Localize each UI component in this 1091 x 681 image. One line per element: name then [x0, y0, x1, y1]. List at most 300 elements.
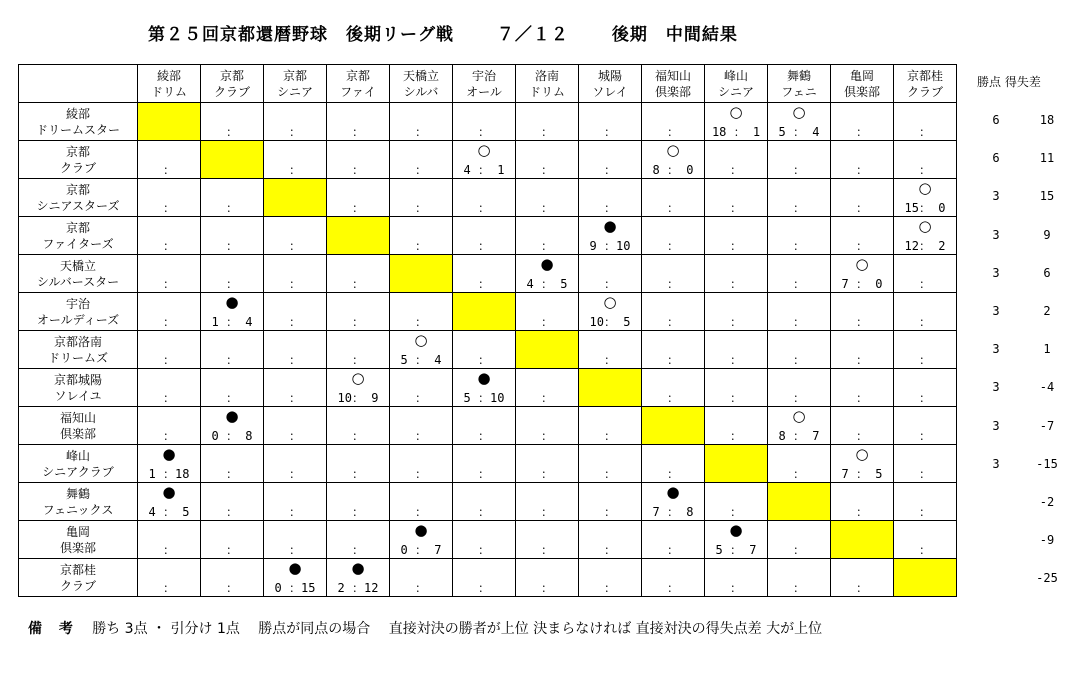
result-cell: [453, 445, 516, 483]
result-cell: [390, 445, 453, 483]
result-cell: [453, 141, 516, 179]
result-cell: [201, 103, 264, 141]
result-cell: [768, 559, 831, 597]
result-cell: [516, 559, 579, 597]
points-value: 3: [992, 342, 1000, 357]
result-cell: [138, 141, 201, 179]
corner-cell: [19, 65, 138, 103]
column-header-line1: 舞鶴: [786, 68, 811, 83]
row-header-line2: 倶楽部: [59, 540, 96, 555]
column-header-line1: 京都: [219, 68, 244, 83]
empty-score: ：: [792, 201, 805, 215]
score-text: 7 ： 8: [652, 505, 694, 519]
empty-score: ：: [225, 543, 238, 557]
score-text: 0 ：15: [274, 581, 316, 595]
row-header: [19, 445, 138, 483]
empty-score: ：: [414, 125, 427, 139]
empty-score: ：: [540, 543, 553, 557]
result-cell: [201, 407, 264, 445]
result-cell: [201, 293, 264, 331]
row-header: [19, 369, 138, 407]
empty-score: ：: [792, 163, 805, 177]
row-header-line2: クラブ: [59, 578, 96, 593]
result-cell: [642, 141, 705, 179]
empty-score: ：: [666, 125, 679, 139]
points-value: 6: [992, 113, 1000, 127]
diagonal-cell: [390, 255, 453, 293]
score-text: 4 ： 1: [463, 163, 505, 177]
diagonal-cell: [768, 483, 831, 521]
result-cell: [642, 293, 705, 331]
result-cell: [831, 331, 894, 369]
loss-mark-icon: ●: [729, 521, 743, 539]
run-diff-value: 9: [1043, 227, 1051, 242]
diagonal-cell: [516, 331, 579, 369]
result-cell: [327, 331, 390, 369]
result-cell: [390, 483, 453, 521]
score-text: 4 ： 5: [526, 277, 568, 291]
page-title: 第２５回京都還暦野球 後期リーグ戦 ７／１２ 後期 中間結果: [148, 25, 738, 45]
result-cell: [453, 217, 516, 255]
result-cell: [831, 445, 894, 483]
result-cell: [390, 293, 453, 331]
result-cell: [138, 483, 201, 521]
results-table: [18, 64, 957, 597]
result-cell: [201, 483, 264, 521]
result-cell: [264, 255, 327, 293]
empty-score: ：: [162, 277, 175, 291]
run-diff-value: 6: [1043, 265, 1051, 280]
empty-score: ：: [288, 429, 301, 443]
empty-score: ：: [540, 163, 553, 177]
result-cell: [768, 521, 831, 559]
empty-score: ：: [603, 201, 616, 215]
result-cell: [327, 179, 390, 217]
score-text: 18 ： 1: [711, 125, 761, 139]
result-cell: [705, 217, 768, 255]
result-cell: [894, 217, 957, 255]
result-cell: [201, 445, 264, 483]
win-mark-icon: ○: [792, 407, 806, 425]
empty-score: ：: [288, 391, 301, 405]
empty-score: ：: [603, 163, 616, 177]
column-header-line1: 城陽: [597, 68, 622, 83]
row-header: [19, 255, 138, 293]
result-cell: [138, 179, 201, 217]
team-row: [19, 141, 957, 179]
empty-score: ：: [729, 391, 742, 405]
score-text: 10： 5: [589, 315, 631, 329]
result-cell: [453, 255, 516, 293]
result-cell: [327, 103, 390, 141]
result-cell: [516, 217, 579, 255]
empty-score: ：: [414, 391, 427, 405]
result-cell: [453, 407, 516, 445]
row-header: [19, 179, 138, 217]
result-cell: [201, 331, 264, 369]
empty-score: ：: [792, 239, 805, 253]
run-diff-value: -9: [1039, 533, 1055, 548]
result-cell: [894, 483, 957, 521]
result-cell: [705, 407, 768, 445]
result-cell: [390, 217, 453, 255]
score-text: 8 ： 7: [778, 429, 820, 443]
team-row: [19, 445, 957, 483]
empty-score: ：: [162, 543, 175, 557]
loss-mark-icon: ●: [414, 521, 428, 539]
score-text: 12： 2: [904, 239, 946, 253]
loss-mark-icon: ●: [162, 483, 176, 501]
empty-score: ：: [855, 125, 868, 139]
empty-score: ：: [162, 391, 175, 405]
result-cell: [516, 521, 579, 559]
row-header: [19, 293, 138, 331]
points-value: 3: [992, 380, 1000, 395]
header-row: [19, 65, 957, 103]
row-header-line1: 宇治: [65, 296, 90, 311]
empty-score: ：: [792, 543, 805, 557]
empty-score: ：: [918, 125, 931, 139]
column-header-line1: 福知山: [654, 68, 691, 83]
empty-score: ：: [540, 581, 553, 595]
row-header-line1: 舞鶴: [65, 486, 90, 501]
empty-score: ：: [162, 353, 175, 367]
remarks-text: 勝ち 3点 ・ 引分け 1点 勝点が同点の場合 直接対決の勝者が上位 決まらなければ 直接対決の得失点差 大が上位: [92, 621, 823, 637]
diagonal-cell: [327, 217, 390, 255]
empty-score: ：: [162, 239, 175, 253]
empty-score: ：: [414, 201, 427, 215]
result-cell: [264, 141, 327, 179]
result-cell: [705, 103, 768, 141]
result-cell: [894, 255, 957, 293]
column-header: [705, 65, 768, 103]
result-cell: [642, 331, 705, 369]
result-cell: [642, 369, 705, 407]
standings-header: 勝点 得失差: [977, 75, 1041, 89]
diagonal-cell: [894, 559, 957, 597]
empty-score: ：: [666, 581, 679, 595]
team-row: [19, 559, 957, 597]
column-header: [390, 65, 453, 103]
result-cell: [390, 369, 453, 407]
empty-score: ：: [603, 505, 616, 519]
loss-mark-icon: ●: [225, 407, 239, 425]
empty-score: ：: [351, 543, 364, 557]
loss-mark-icon: ●: [225, 293, 239, 311]
empty-score: ：: [477, 543, 490, 557]
result-cell: [264, 559, 327, 597]
empty-score: ：: [603, 277, 616, 291]
result-cell: [390, 521, 453, 559]
empty-score: ：: [792, 581, 805, 595]
result-cell: [453, 179, 516, 217]
run-diff-value: -7: [1039, 418, 1055, 433]
empty-score: ：: [162, 201, 175, 215]
result-cell: [201, 217, 264, 255]
result-cell: [642, 521, 705, 559]
result-cell: [579, 521, 642, 559]
run-diff-value: -25: [1036, 571, 1058, 586]
win-mark-icon: ○: [918, 217, 932, 235]
points-value: 3: [992, 418, 1000, 433]
column-header-line1: 京都: [345, 68, 370, 83]
empty-score: ：: [792, 391, 805, 405]
diagonal-cell: [642, 407, 705, 445]
result-cell: [138, 293, 201, 331]
empty-score: ：: [855, 353, 868, 367]
empty-score: ：: [855, 239, 868, 253]
result-cell: [390, 559, 453, 597]
result-cell: [579, 255, 642, 293]
result-cell: [831, 559, 894, 597]
result-cell: [831, 483, 894, 521]
empty-score: ：: [855, 391, 868, 405]
row-header-line2: クラブ: [59, 160, 96, 175]
empty-score: ：: [666, 277, 679, 291]
column-header: [138, 65, 201, 103]
empty-score: ：: [666, 467, 679, 481]
empty-score: ：: [162, 581, 175, 595]
empty-score: ：: [225, 353, 238, 367]
loss-mark-icon: ●: [162, 445, 176, 463]
result-cell: [516, 407, 579, 445]
empty-score: ：: [729, 163, 742, 177]
empty-score: ：: [603, 125, 616, 139]
result-cell: [705, 331, 768, 369]
points-value: 3: [992, 227, 1000, 242]
column-header-line2: ファイ: [340, 84, 376, 99]
empty-score: ：: [288, 277, 301, 291]
loss-mark-icon: ●: [351, 559, 365, 577]
empty-score: ：: [414, 239, 427, 253]
column-header-line1: 綾部: [156, 68, 181, 83]
column-header-line1: 京都: [282, 68, 307, 83]
empty-score: ：: [540, 239, 553, 253]
diagonal-cell: [579, 369, 642, 407]
result-cell: [453, 521, 516, 559]
row-header-line2: ファイターズ: [42, 236, 114, 251]
empty-score: ：: [540, 467, 553, 481]
result-cell: [516, 483, 579, 521]
row-header-line1: 京都洛南: [53, 334, 102, 349]
team-row: [19, 407, 957, 445]
result-cell: [642, 103, 705, 141]
empty-score: ：: [540, 429, 553, 443]
points-value: 3: [992, 456, 1000, 471]
empty-score: ：: [288, 353, 301, 367]
score-text: 7 ： 0: [841, 277, 883, 291]
result-cell: [327, 141, 390, 179]
empty-score: ：: [918, 391, 931, 405]
row-header-line2: ソレイユ: [54, 388, 102, 403]
result-cell: [327, 407, 390, 445]
result-cell: [327, 521, 390, 559]
empty-score: ：: [729, 429, 742, 443]
result-cell: [327, 255, 390, 293]
score-text: 1 ：18: [148, 467, 190, 481]
result-cell: [138, 407, 201, 445]
row-header-line1: 京都: [65, 182, 90, 197]
score-text: 0 ： 7: [400, 543, 442, 557]
column-header-line1: 天橋立: [402, 68, 439, 83]
empty-score: ：: [666, 543, 679, 557]
result-cell: [768, 369, 831, 407]
empty-score: ：: [603, 353, 616, 367]
result-cell: [705, 255, 768, 293]
result-cell: [453, 559, 516, 597]
empty-score: ：: [855, 315, 868, 329]
result-cell: [390, 103, 453, 141]
loss-mark-icon: ●: [666, 483, 680, 501]
empty-score: ：: [477, 125, 490, 139]
result-cell: [705, 293, 768, 331]
win-mark-icon: ○: [729, 103, 743, 121]
result-cell: [768, 293, 831, 331]
result-cell: [894, 141, 957, 179]
result-cell: [579, 407, 642, 445]
empty-score: ：: [540, 391, 553, 405]
empty-score: ：: [477, 581, 490, 595]
row-header: [19, 103, 138, 141]
empty-score: ：: [477, 353, 490, 367]
empty-score: ：: [414, 467, 427, 481]
row-header-line2: オールディーズ: [36, 312, 120, 327]
column-header: [642, 65, 705, 103]
points-value: 6: [992, 151, 1000, 166]
empty-score: ：: [603, 429, 616, 443]
result-cell: [579, 103, 642, 141]
run-diff-value: 2: [1043, 304, 1051, 318]
result-cell: [831, 141, 894, 179]
result-cell: [264, 293, 327, 331]
result-cell: [579, 293, 642, 331]
empty-score: ：: [792, 467, 805, 481]
result-cell: [642, 255, 705, 293]
row-header-line1: 峰山: [65, 448, 90, 463]
result-cell: [705, 141, 768, 179]
result-cell: [138, 331, 201, 369]
run-diff-value: -2: [1039, 495, 1055, 509]
empty-score: ：: [666, 353, 679, 367]
empty-score: ：: [918, 315, 931, 329]
result-cell: [642, 445, 705, 483]
result-cell: [705, 559, 768, 597]
win-mark-icon: ○: [603, 293, 617, 311]
row-header-line2: シニアスターズ: [36, 198, 120, 213]
empty-score: ：: [666, 391, 679, 405]
result-cell: [453, 483, 516, 521]
column-header-line1: 洛南: [534, 68, 559, 83]
win-mark-icon: ○: [792, 103, 806, 121]
result-cell: [831, 369, 894, 407]
result-cell: [642, 217, 705, 255]
result-cell: [894, 407, 957, 445]
row-header-line1: 京都城陽: [53, 372, 102, 387]
empty-score: ：: [288, 467, 301, 481]
column-header-line2: ソレイ: [592, 84, 628, 99]
empty-score: ：: [225, 201, 238, 215]
empty-score: ：: [918, 277, 931, 291]
column-header-line2: クラブ: [213, 84, 250, 99]
column-header-line1: 峰山: [723, 68, 748, 83]
run-diff-value: 1: [1043, 342, 1051, 357]
result-cell: [579, 331, 642, 369]
column-header-line1: 京都桂: [906, 68, 943, 83]
row-header-line2: ドリームズ: [47, 350, 108, 365]
team-row: [19, 369, 957, 407]
result-cell: [894, 331, 957, 369]
empty-score: ：: [225, 467, 238, 481]
empty-score: ：: [855, 163, 868, 177]
empty-score: ：: [351, 505, 364, 519]
empty-score: ：: [477, 201, 490, 215]
result-cell: [579, 179, 642, 217]
result-cell: [768, 179, 831, 217]
empty-score: ：: [414, 315, 427, 329]
row-header-line1: 京都: [65, 220, 90, 235]
result-cell: [264, 217, 327, 255]
result-cell: [390, 141, 453, 179]
row-header-line2: 倶楽部: [59, 426, 96, 441]
result-cell: [201, 521, 264, 559]
empty-score: ：: [729, 315, 742, 329]
team-row: [19, 255, 957, 293]
column-header: [579, 65, 642, 103]
empty-score: ：: [792, 353, 805, 367]
run-diff-value: -4: [1039, 380, 1055, 395]
team-row: [19, 331, 957, 369]
remarks: [28, 618, 822, 638]
column-header-line2: フェニ: [781, 84, 817, 99]
team-row: [19, 103, 957, 141]
result-cell: [831, 179, 894, 217]
team-row: [19, 483, 957, 521]
win-mark-icon: ○: [351, 369, 365, 387]
empty-score: ：: [918, 429, 931, 443]
result-cell: [579, 483, 642, 521]
empty-score: ：: [288, 543, 301, 557]
column-header-line2: ドリム: [528, 84, 565, 99]
empty-score: ：: [918, 505, 931, 519]
result-cell: [768, 445, 831, 483]
result-cell: [579, 217, 642, 255]
empty-score: ：: [540, 505, 553, 519]
empty-score: ：: [603, 467, 616, 481]
win-mark-icon: ○: [414, 331, 428, 349]
diagonal-cell: [201, 141, 264, 179]
column-header-line2: シルバ: [403, 84, 439, 99]
empty-score: ：: [666, 315, 679, 329]
score-text: 0 ： 8: [211, 429, 253, 443]
result-cell: [264, 521, 327, 559]
empty-score: ：: [414, 505, 427, 519]
row-header: [19, 559, 138, 597]
empty-score: ：: [477, 505, 490, 519]
empty-score: ：: [729, 581, 742, 595]
empty-score: ：: [477, 277, 490, 291]
result-cell: [516, 369, 579, 407]
result-cell: [642, 559, 705, 597]
result-cell: [516, 141, 579, 179]
empty-score: ：: [540, 125, 553, 139]
result-cell: [831, 217, 894, 255]
empty-score: ：: [540, 315, 553, 329]
empty-score: ：: [855, 201, 868, 215]
result-cell: [390, 179, 453, 217]
result-cell: [327, 293, 390, 331]
empty-score: ：: [792, 277, 805, 291]
empty-score: ：: [225, 277, 238, 291]
